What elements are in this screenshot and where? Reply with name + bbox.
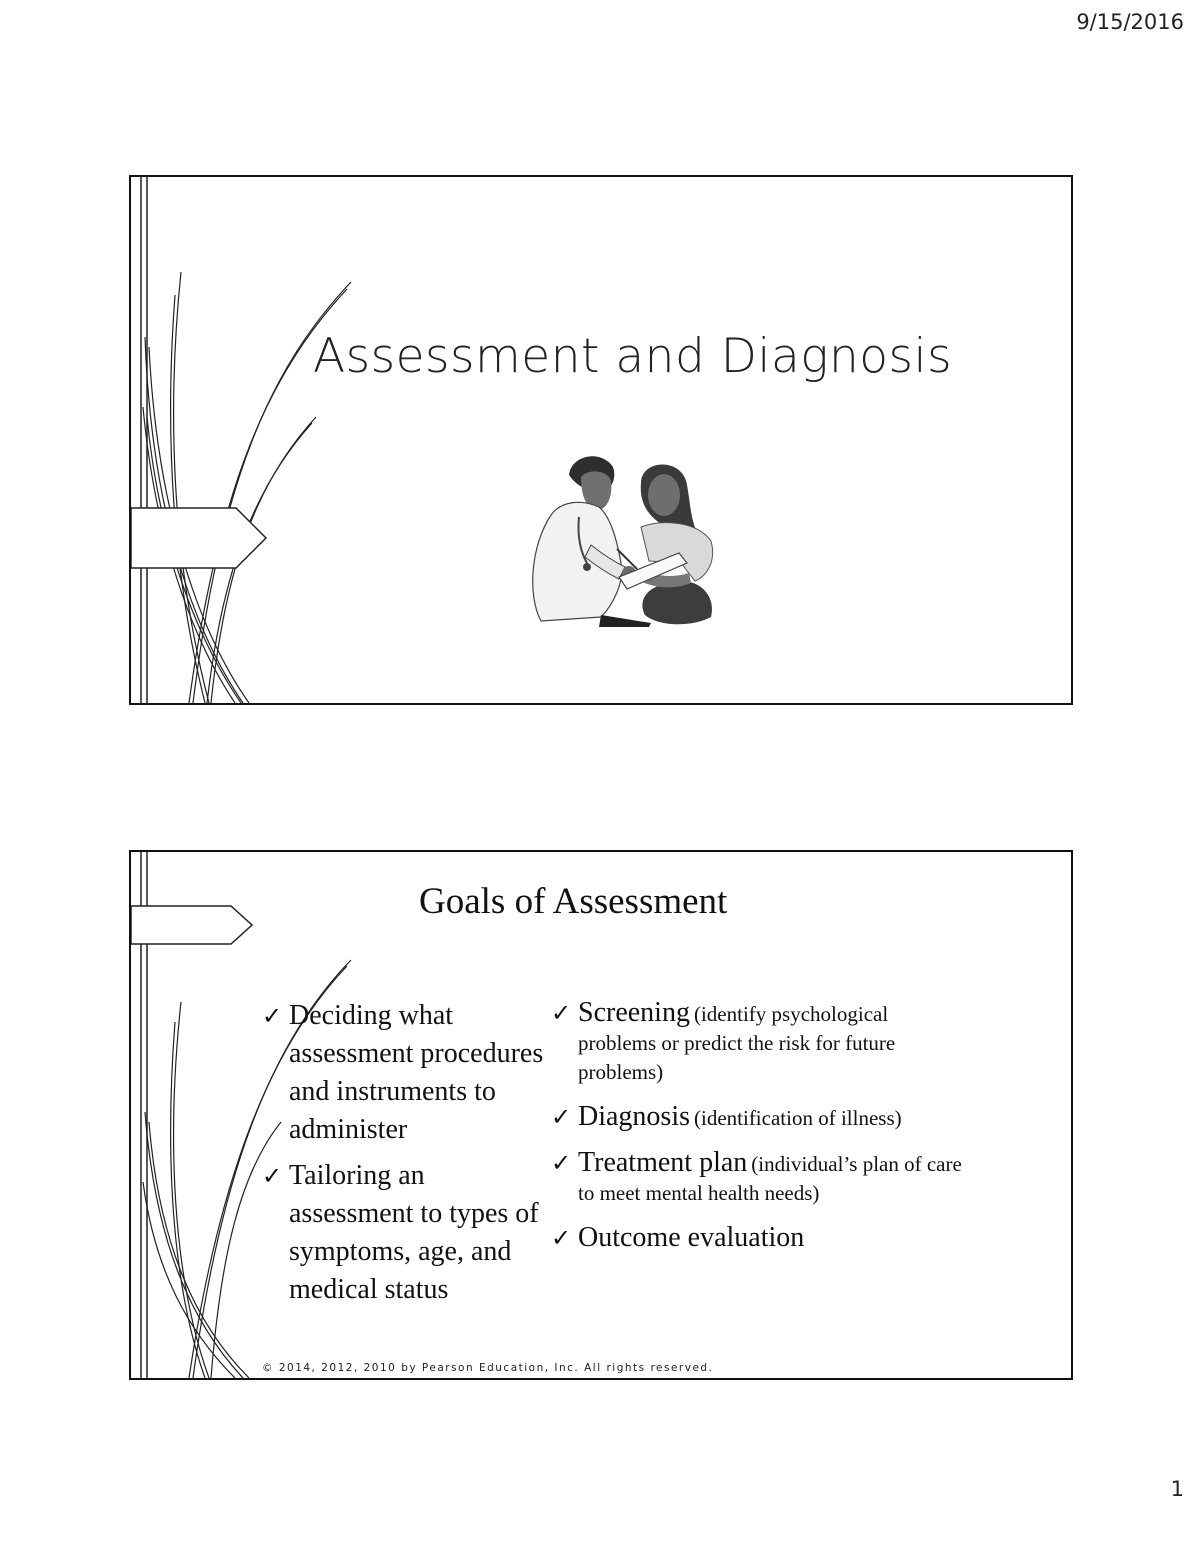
bullet-detail-text: (identify psychological problems or predict the risk for future problems) xyxy=(578,1002,896,1084)
list-item xyxy=(262,1157,552,1309)
list-item xyxy=(551,1222,971,1254)
check-icon: ✓ xyxy=(551,999,572,1027)
check-icon: ✓ xyxy=(551,1103,572,1131)
bullet-text: Deciding what assessment procedures and instruments to administer xyxy=(289,1000,544,1145)
doctor-patient-clipart xyxy=(521,445,731,627)
list-item xyxy=(551,997,971,1087)
page-number: 1 xyxy=(1170,1477,1184,1501)
bullet-detail-text: (individual’s plan of care to meet mental health needs) xyxy=(578,1152,962,1205)
bullet-main-text: Outcome evaluation xyxy=(578,1222,805,1253)
left-bullet-list xyxy=(262,997,552,1317)
right-bullet-list xyxy=(551,997,971,1268)
arrow-tab-icon xyxy=(131,508,266,568)
bullet-main-text: Treatment plan xyxy=(578,1147,748,1178)
list-item xyxy=(262,997,552,1149)
slide-title-slide xyxy=(129,175,1073,705)
bullet-main-text: Screening xyxy=(578,997,690,1028)
slide-goals-of-assessment xyxy=(129,850,1073,1380)
check-icon: ✓ xyxy=(551,1224,572,1252)
page-date: 9/15/2016 xyxy=(1076,10,1184,34)
bullet-text: Tailoring an assessment to types of symptoms, age, and medical status xyxy=(289,1160,539,1305)
bullet-main-text: Diagnosis xyxy=(578,1101,690,1132)
copyright-notice: © 2014, 2012, 2010 by Pearson Education, Inc. All rights reserved. xyxy=(262,1362,714,1374)
arrow-tab-icon xyxy=(131,906,252,944)
list-item xyxy=(551,1147,971,1208)
check-icon: ✓ xyxy=(262,1002,283,1030)
check-icon: ✓ xyxy=(262,1162,283,1190)
slide-title: Goals of Assessment xyxy=(419,881,728,922)
check-icon: ✓ xyxy=(551,1149,572,1177)
list-item xyxy=(551,1101,971,1133)
bullet-detail-text: (identification of illness) xyxy=(694,1106,902,1130)
slide-title: Assessment and Diagnosis xyxy=(313,329,953,384)
